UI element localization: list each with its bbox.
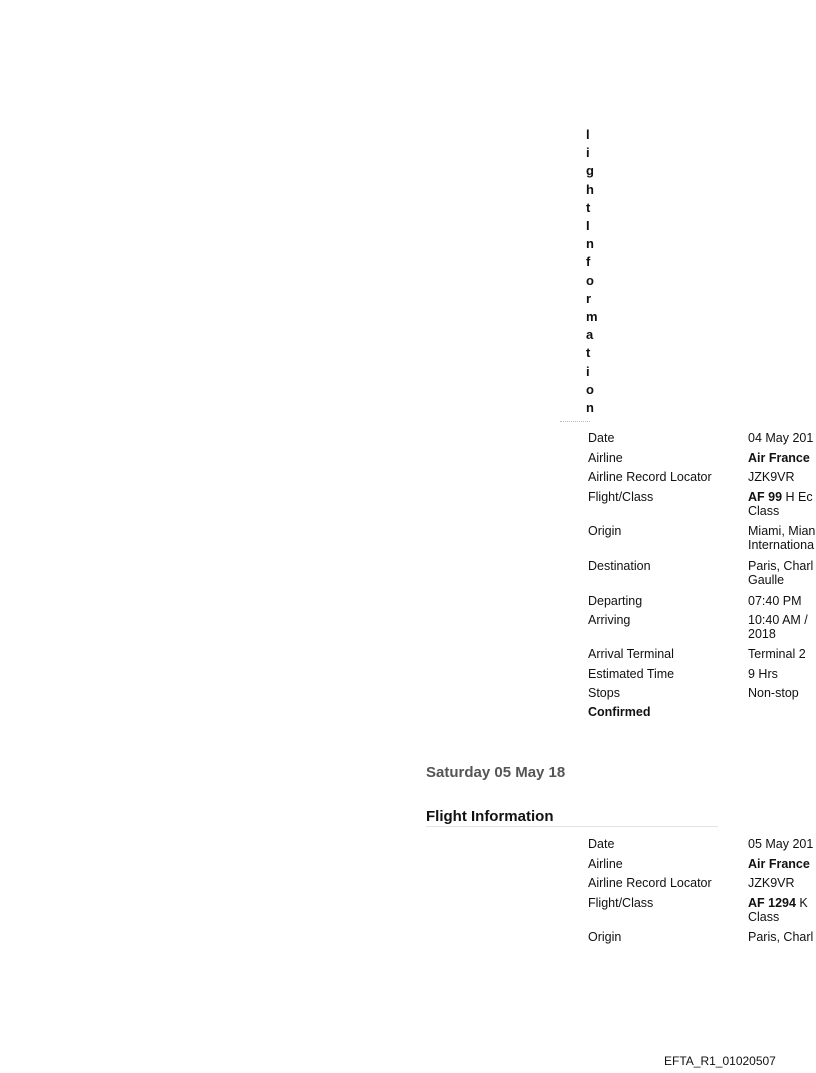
detail-label: Date	[588, 431, 615, 445]
detail-value: 07:40 PM	[748, 594, 802, 608]
heading-letter: i	[586, 145, 590, 161]
airline-name: Air France	[748, 857, 810, 871]
detail-value-line2: Class	[748, 910, 780, 924]
heading-letter: i	[586, 363, 590, 379]
detail-value	[748, 613, 816, 641]
detail-label: Airline	[588, 451, 623, 465]
flight-number: AF 99	[748, 490, 783, 504]
detail-value: JZK9VR	[748, 470, 795, 484]
heading-letter: t	[586, 199, 591, 215]
detail-value: 9 Hrs	[748, 667, 778, 681]
detail-value: Non-stop	[748, 686, 799, 700]
heading-letter: l	[586, 127, 590, 142]
flight-information-vertical-heading	[586, 126, 604, 417]
heading-letter: h	[586, 181, 594, 197]
detail-value-line1: 10:40 AM /	[748, 613, 808, 627]
heading-letter: a	[586, 327, 594, 343]
heading-letter: I	[586, 218, 590, 234]
detail-value	[748, 490, 816, 518]
section-heading: Flight Information	[426, 808, 554, 825]
detail-value: 04 May 201	[748, 431, 814, 445]
detail-label: Airline	[588, 857, 623, 871]
detail-label: Destination	[588, 559, 651, 573]
detail-label: Departing	[588, 594, 643, 608]
heading-letter: m	[586, 309, 598, 325]
detail-value: Paris, Charl	[748, 930, 814, 944]
section-divider	[426, 826, 718, 827]
airline-name: Air France	[748, 451, 810, 465]
detail-value	[748, 559, 816, 587]
detail-value: Terminal 2	[748, 647, 806, 661]
day-heading: Saturday 05 May 18	[426, 764, 566, 781]
detail-value	[748, 451, 816, 465]
heading-letter: g	[586, 163, 594, 179]
heading-letter: r	[586, 290, 592, 306]
detail-value-line1: Paris, Charl	[748, 559, 814, 573]
detail-label: Estimated Time	[588, 667, 675, 681]
detail-label: Origin	[588, 524, 622, 538]
heading-letter: n	[586, 400, 594, 416]
detail-label: Arrival Terminal	[588, 647, 674, 661]
detail-value: JZK9VR	[748, 876, 795, 890]
heading-letter: f	[586, 254, 591, 270]
detail-value	[748, 857, 816, 871]
detail-label: Flight/Class	[588, 896, 654, 910]
detail-value	[748, 524, 816, 552]
heading-letter: n	[586, 236, 594, 252]
fare-class: K	[795, 896, 808, 910]
fare-class: H Ec	[782, 490, 813, 504]
document-id: EFTA_R1_01020507	[664, 1054, 776, 1068]
detail-value	[748, 896, 816, 924]
detail-value-line1: Miami, Mian	[748, 524, 816, 538]
flight-number: AF 1294	[748, 896, 796, 910]
heading-letter: o	[586, 381, 594, 397]
detail-label: Origin	[588, 930, 622, 944]
detail-label: Flight/Class	[588, 490, 654, 504]
detail-label: Arriving	[588, 613, 631, 627]
detail-label: Airline Record Locator	[588, 470, 712, 484]
booking-status: Confirmed	[588, 705, 651, 719]
detail-label: Date	[588, 837, 615, 851]
heading-letter: o	[586, 272, 594, 288]
detail-value-line2: Gaulle	[748, 573, 785, 587]
heading-divider	[560, 421, 590, 422]
detail-value-line2: 2018	[748, 627, 776, 641]
detail-label: Stops	[588, 686, 620, 700]
detail-value: 05 May 201	[748, 837, 814, 851]
detail-value-line2: Internationa	[748, 538, 815, 552]
detail-label: Airline Record Locator	[588, 876, 712, 890]
heading-letter: t	[586, 345, 591, 361]
detail-value-line2: Class	[748, 504, 780, 518]
